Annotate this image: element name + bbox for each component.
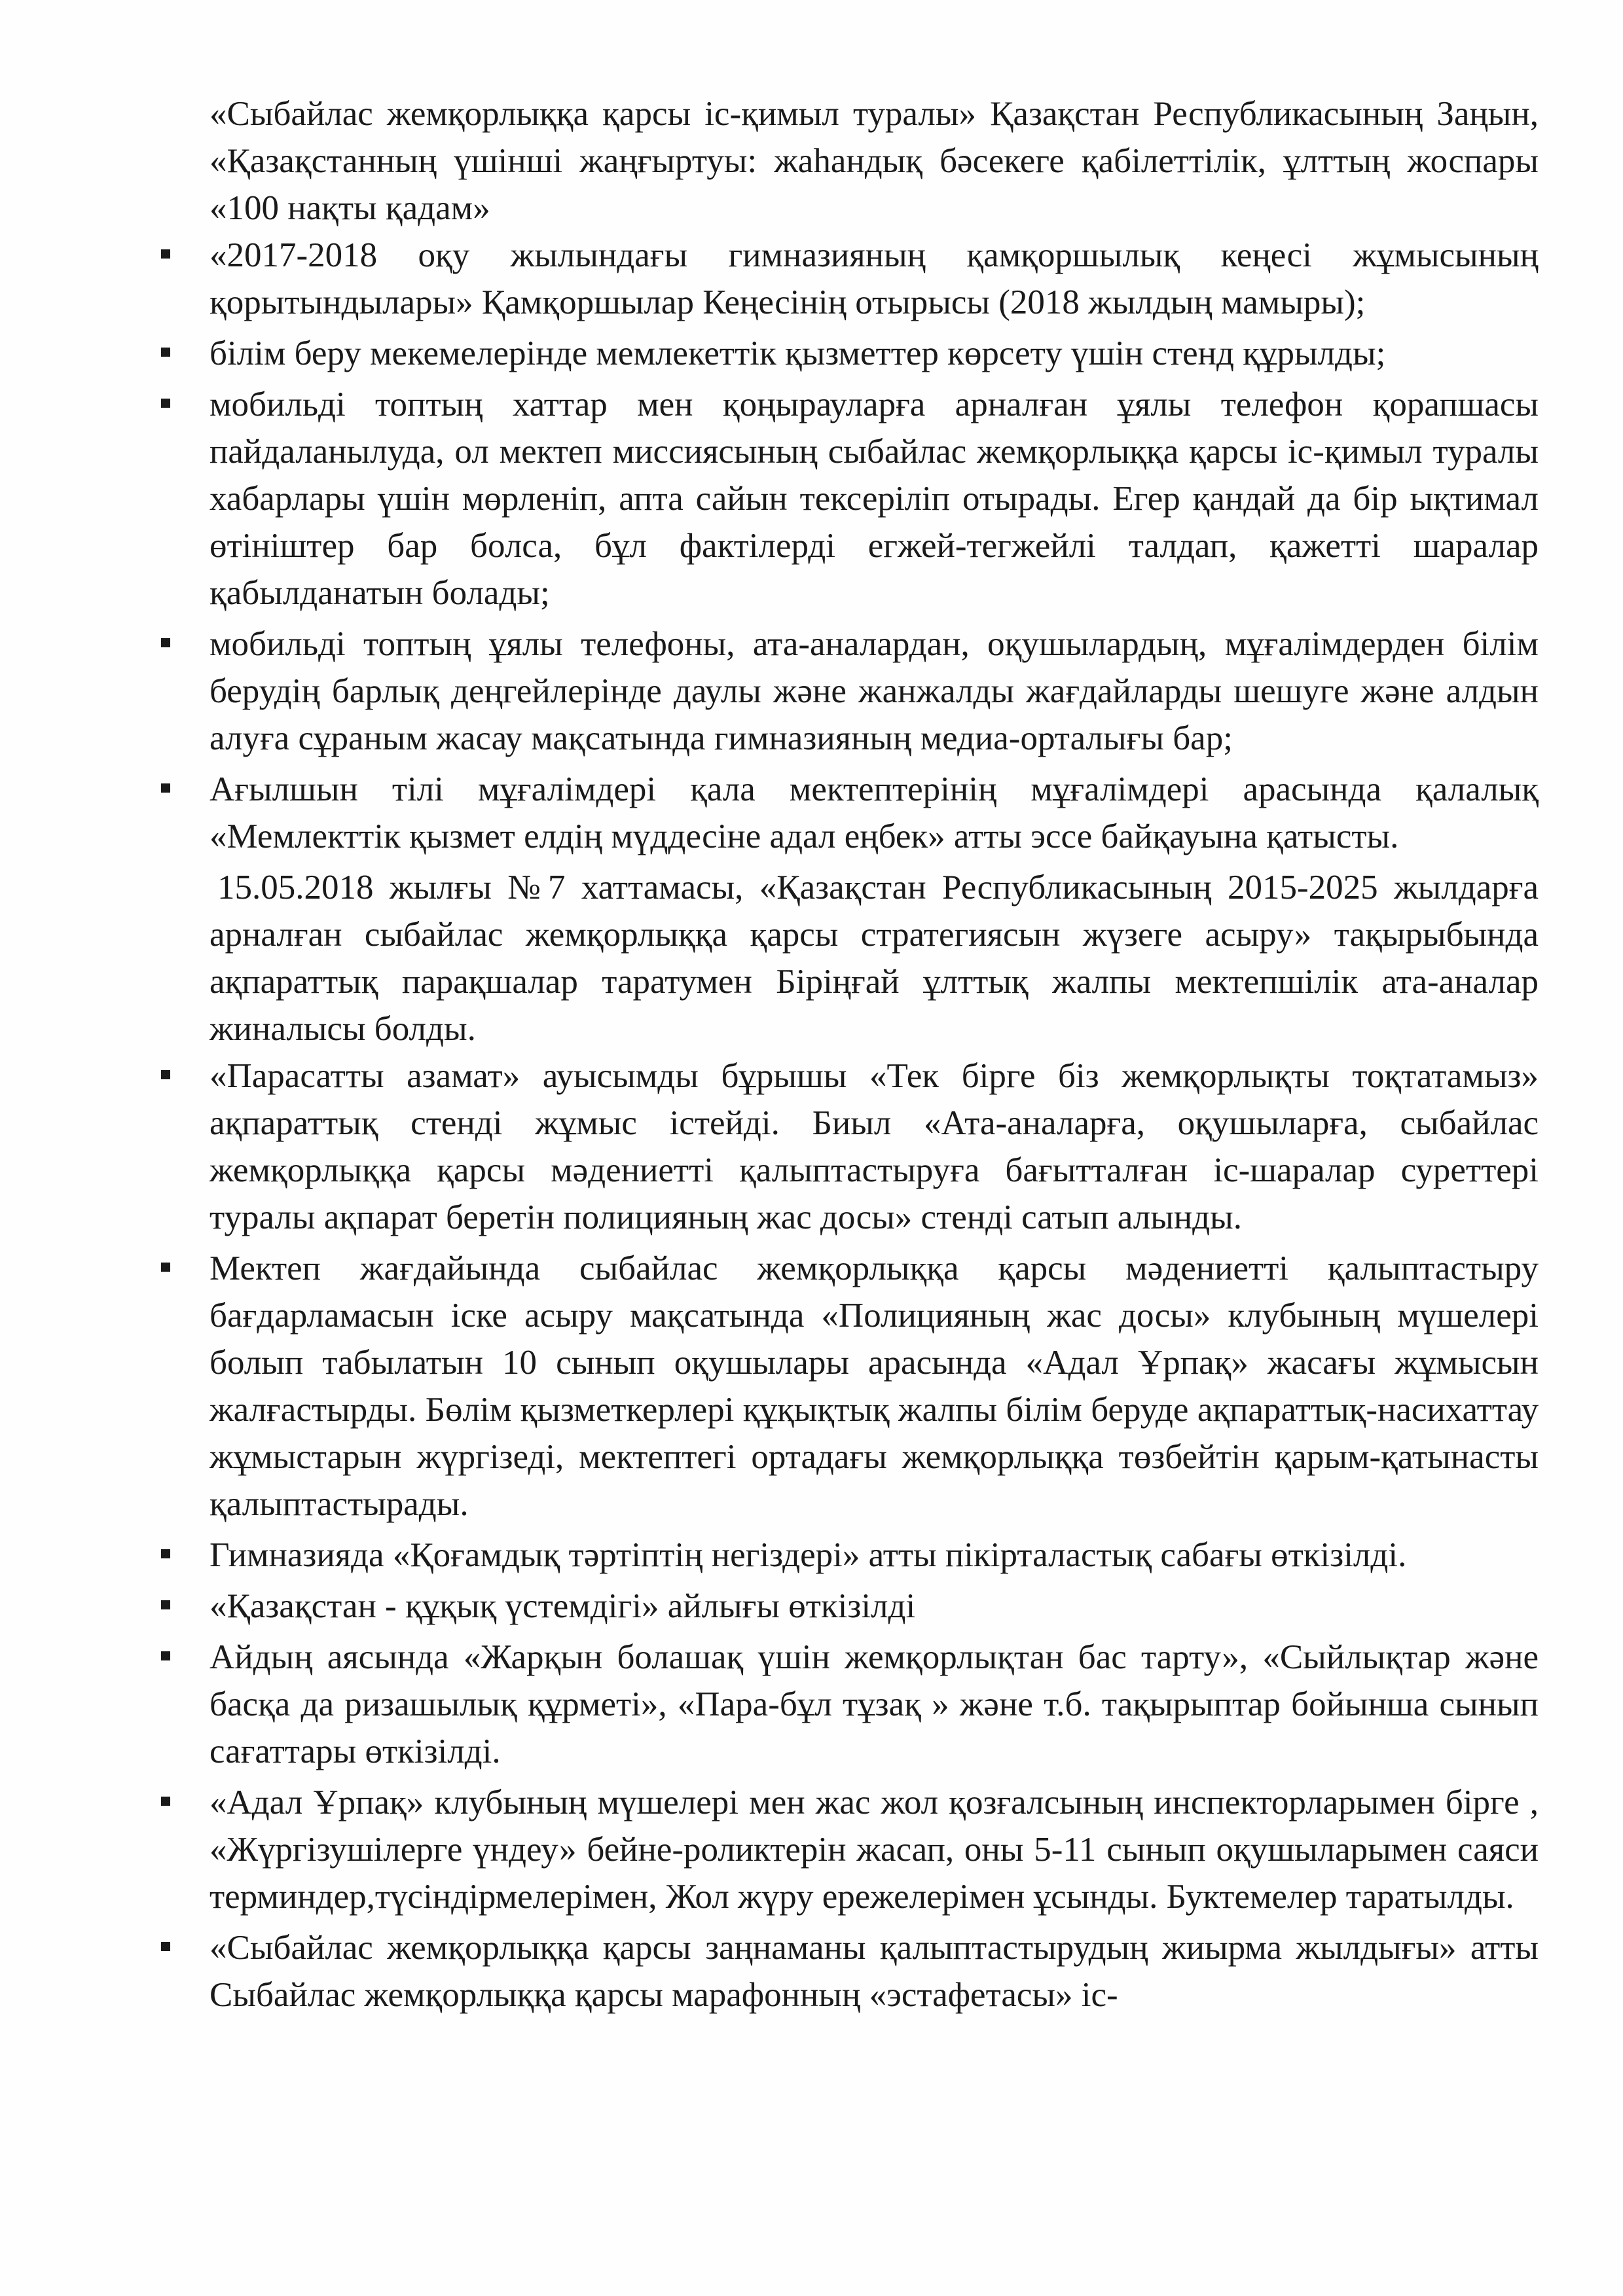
list-item (210, 330, 1539, 377)
list-item (210, 381, 1539, 617)
list-item (210, 620, 1539, 762)
list-item-text: мобильді топтың ұялы телефоны, ата-аналардан, оқушылардың, мұғалімдерден білім берудің барлық деңгейлерінде даулы және жанжалды жағдайларды шешуге және алдын алуға сұраным жасау мақсатында гимназияның медиа-орталығы бар; (210, 625, 1539, 757)
list-item (210, 766, 1539, 860)
square-bullet-icon (161, 249, 170, 259)
square-bullet-icon (161, 638, 170, 647)
bullet-list-first (210, 232, 1539, 860)
document-body (210, 90, 1539, 2022)
bullet-list-second (210, 1052, 1539, 2018)
square-bullet-icon (161, 1600, 170, 1609)
square-bullet-icon (161, 399, 170, 408)
square-bullet-icon (161, 1942, 170, 1951)
list-item (210, 1583, 1539, 1630)
list-item-text: Гимназияда «Қоғамдық тәртіптің негіздері» атты пікірталастық сабағы өткізілді. (210, 1536, 1407, 1574)
list-item-text: мобильді топтың хаттар мен қоңырауларға арналған ұялы телефон қорапшасы пайдаланылуда, ол мектеп миссиясының сыбайлас жемқорлыққа қарсы іс-қимыл туралы хабарлары үшін мөрленіп, апта сайын тексеріліп отырады. Егер қандай да бір ықтимал өтініштер бар болса, бұл фактілерді егжей-тегжейлі талдап, қажетті шаралар қабылданатын болады; (210, 386, 1539, 612)
square-bullet-icon (161, 1070, 170, 1079)
list-item (210, 1245, 1539, 1528)
intro-paragraph: «Сыбайлас жемқорлыққа қарсы іс-қимыл туралы» Қазақстан Республикасының Заңын, «Қазақстанның үшінші жаңғыртуы: жаһандық бәсекеге қабілеттілік, ұлттың жоспары «100 нақты қадам» (210, 95, 1539, 227)
middle-paragraph: 15.05.2018 жылғы №7 хаттамасы, «Қазақстан Республикасының 2015-2025 жылдарға арналған сыбайлас жемқорлыққа қарсы стратегиясын жүзеге асыру» тақырыбында ақпараттық парақшалар таратумен Біріңғай ұлттық жалпы мектепшілік ата-аналар жиналысы болды. (210, 869, 1539, 1048)
square-bullet-icon (161, 783, 170, 793)
list-item (210, 1634, 1539, 1775)
list-item-text: Ағылшын тілі мұғалімдері қала мектептерінің мұғалімдері арасында қалалық «Мемлекттік қызмет елдің мүддесіне адал еңбек» атты эссе байқауына қатысты. (210, 770, 1539, 855)
square-bullet-icon (161, 1651, 170, 1660)
list-item (210, 1924, 1539, 2018)
list-item (210, 1052, 1539, 1241)
square-bullet-icon (161, 1263, 170, 1272)
list-item-text: «Қазақстан - құқық үстемдігі» айлығы өткізілді (210, 1587, 916, 1625)
square-bullet-icon (161, 348, 170, 357)
list-item-text: Айдың аясында «Жарқын болашақ үшін жемқорлықтан бас тарту», «Сыйлықтар және басқа да ризашылық құрметі», «Пара-бұл тұзақ » және т.б. тақырыптар бойынша сынып сағаттары өткізілді. (210, 1638, 1539, 1770)
square-bullet-icon (161, 1549, 170, 1558)
list-item (210, 232, 1539, 326)
list-item-text: Мектеп жағдайында сыбайлас жемқорлыққа қарсы мәдениетті қалыптастыру бағдарламасын іске асыру мақсатында «Полицияның жас досы» клубының мүшелері болып табылатын 10 сынып оқушылары арасында «Адал Ұрпақ» жасағы жұмысын жалғастырды. Бөлім қызметкерлері құқықтық жалпы білім беруде ақпараттық-насихаттау жұмыстарын жүргізеді, мектептегі ортадағы жемқорлыққа төзбейтін қарым-қатынасты қалыптастырады. (210, 1249, 1539, 1523)
list-item-text: «2017-2018 оқу жылындағы гимназияның қамқоршылық кеңесі жұмысының қорытындылары» Қамқоршылар Кеңесінің отырысы (2018 жылдың мамыры); (210, 236, 1539, 321)
list-item-text: «Сыбайлас жемқорлыққа қарсы заңнаманы қалыптастырудың жиырма жылдығы» атты Сыбайлас жемқорлыққа қарсы марафонның «эстафетасы» іс- (210, 1929, 1539, 2014)
list-item (210, 1532, 1539, 1579)
list-item-text: «Парасатты азамат» ауысымды бұрышы «Тек бірге біз жемқорлықты тоқтатамыз» ақпараттық стенді жұмыс істейді. Биыл «Ата-аналарға, оқушыларға, сыбайлас жемқорлыққа қарсы мәдениетті қалыптастыруға бағытталған іс-шаралар суреттері туралы ақпарат беретін полицияның жас досы» стенді сатып алынды. (210, 1057, 1539, 1236)
list-item (210, 1779, 1539, 1920)
list-item-text: «Адал Ұрпақ» клубының мүшелері мен жас жол қозғалсының инспекторларымен бірге , «Жүргізушілерге үндеу» бейне-роликтерін жасап, оны 5-11 сынып оқушыларымен саяси терминдер,түсіндірмелерімен, Жол жүру ережелерімен ұсынды. Буктемелер таратылды. (210, 1784, 1539, 1916)
list-item-text: білім беру мекемелерінде мемлекеттік қызметтер көрсету үшін стенд құрылды; (210, 334, 1386, 372)
square-bullet-icon (161, 1797, 170, 1806)
